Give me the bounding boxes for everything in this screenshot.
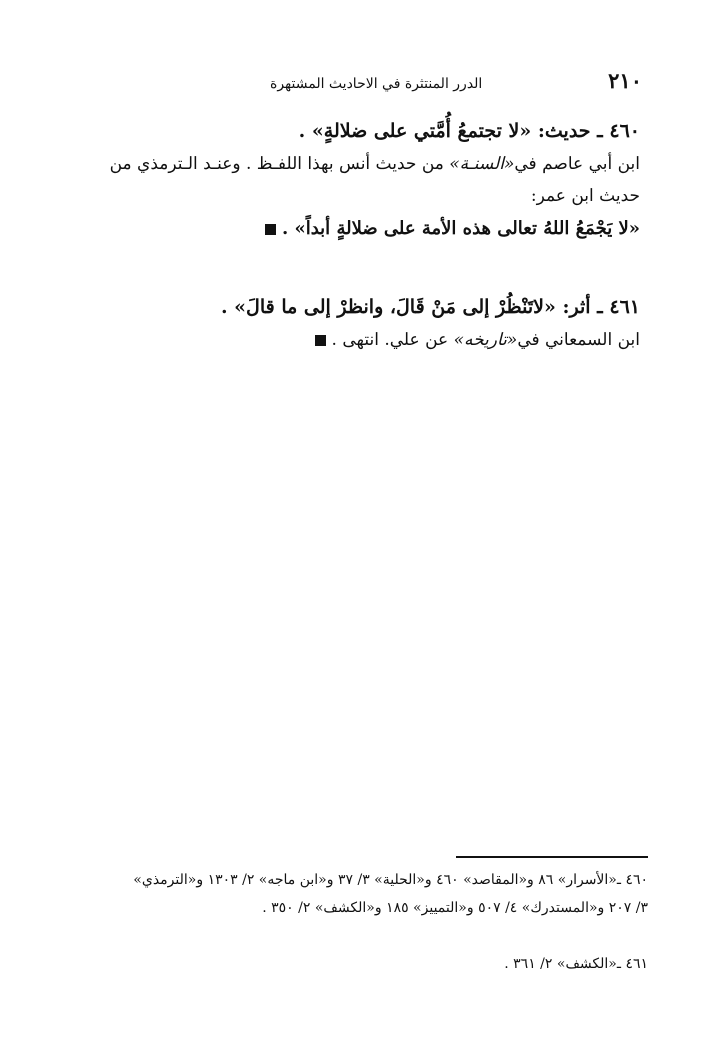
entry-kind: أثر (569, 296, 591, 318)
running-title: الدرر المنتثرة في الاحاديث المشتهرة (270, 76, 483, 92)
page-number: ٢١٠ (608, 68, 642, 93)
footnote-divider (456, 856, 648, 858)
end-mark-icon (315, 335, 326, 346)
entry-quote: «لا تجتمعُ أُمَّتي على ضلالةٍ» . (298, 120, 532, 142)
entry-separator: ـ (590, 120, 603, 142)
entry-heading: ٤٦٠ ـ حديث: «لا تجتمعُ أُمَّتي على ضلالةٍ» . (298, 120, 640, 142)
footnote-460 (70, 866, 648, 922)
entry-quote: «لاتَنْظُرْ إلى مَنْ قَالَ، وانظرْ إلى ما قالَ» . (220, 296, 556, 318)
source-title: «السنـة» (449, 154, 515, 174)
footnote-461 (70, 950, 648, 978)
entry-number: ٤٦١ (609, 296, 640, 318)
entry-number: ٤٦٠ (609, 120, 640, 142)
footnote-line: ٤٦٠ ـ«الأسرار» ٨٦ و«المقاصد» ٤٦٠ و«الحلية» ٣/ ٣٧ و«ابن ماجه» ٢/ ١٣٠٣ و«الترمذي» (133, 872, 648, 888)
body-text: ابن السمعاني في (517, 330, 640, 350)
body-text: عن علي. انتهى . (331, 330, 454, 350)
entry-460 (70, 114, 640, 246)
entry-heading: ٤٦١ ـ أثر: «لاتَنْظُرْ إلى مَنْ قَالَ، وانظرْ إلى ما قالَ» . (220, 296, 640, 318)
entry-body (70, 324, 640, 356)
entry-separator: ـ (590, 296, 603, 318)
entry-kind: حديث (544, 120, 591, 142)
footnote-line: ٣/ ٢٠٧ و«المستدرك» ٤/ ٥٠٧ و«التمييز» ١٨٥ و«الكشف» ٢/ ٣٥٠ . (262, 900, 648, 916)
entry-461 (70, 290, 640, 356)
body-text: من حديث أنس بهذا اللفـظ . وعنـد الـترمذي من حديث ابن عمر: (109, 154, 640, 206)
source-title: «تاريخه» (453, 330, 518, 350)
page-header (270, 68, 642, 98)
entry-body (70, 148, 640, 212)
end-mark-icon (265, 224, 276, 235)
body-text: ابن أبي عاصم في (514, 154, 640, 174)
footnote-line: ٤٦١ ـ«الكشف» ٢/ ٣٦١ . (504, 956, 648, 972)
entry-quote-secondary: «لا يَجْمَعُ اللهُ تعالى هذه الأمة على ضلالةٍ أبداً» . (70, 212, 640, 246)
